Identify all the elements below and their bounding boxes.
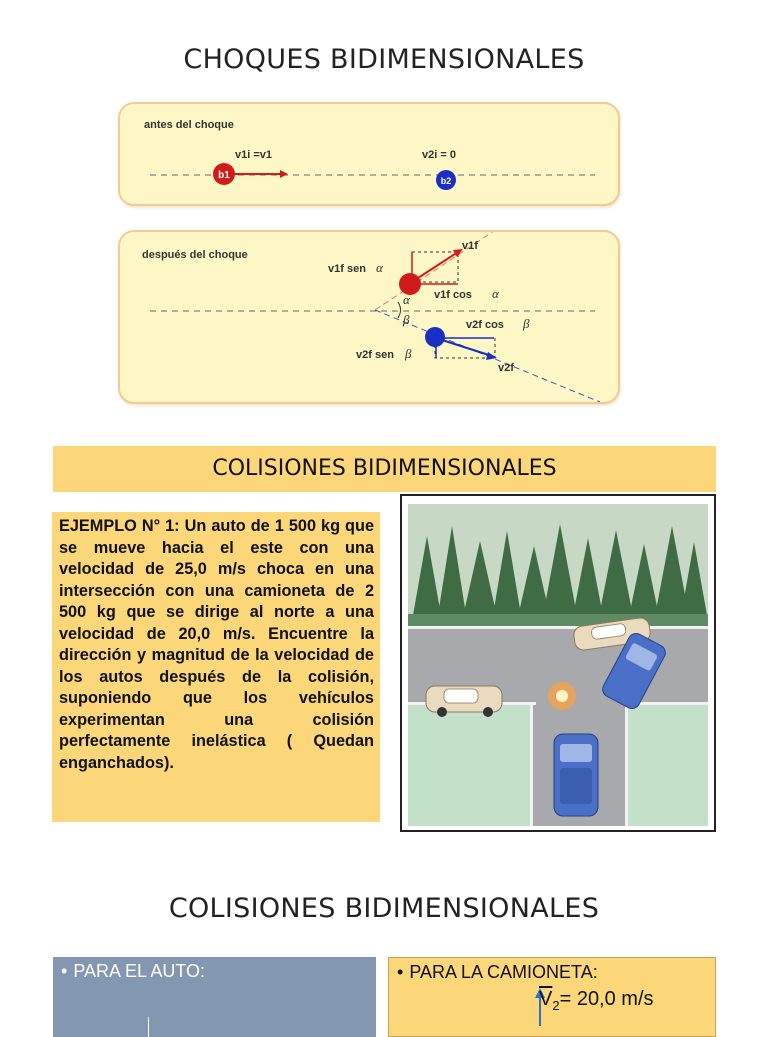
v2-subscript: 2 [552, 998, 560, 1013]
bullet: • [397, 962, 404, 982]
bullet: • [61, 961, 68, 981]
beta-symbol: β [523, 316, 530, 331]
v1f-label: v1f [462, 240, 478, 252]
ball-b2-label: b2 [440, 176, 452, 186]
box-camioneta-label: PARA LA CAMIONETA: [409, 962, 598, 982]
alpha-symbol: α [492, 286, 499, 301]
slide-title-choques: CHOQUES BIDIMENSIONALES [183, 44, 585, 75]
alpha-angle: α [403, 292, 410, 307]
after-collision-panel [118, 230, 620, 404]
slide-title-colisiones: COLISIONES BIDIMENSIONALES [168, 893, 600, 924]
v1f-cos-label: v1f cos [434, 289, 472, 301]
ball-b2-after [425, 327, 445, 347]
before-collision-panel [118, 102, 620, 206]
v2f-cos-label: v2f cos [466, 319, 504, 331]
road-edge-vertical-right [625, 705, 628, 826]
before-collision-diagram [120, 104, 618, 204]
v2f-label: v2f [498, 362, 514, 374]
box-para-el-auto [53, 957, 376, 1037]
before-caption: antes del choque [144, 119, 234, 131]
beige-car-left [426, 686, 502, 717]
v1-label: v1i =v1 [235, 149, 273, 161]
box-para-la-camioneta [388, 957, 716, 1037]
road-edge-vertical-left [530, 705, 533, 826]
after-caption: después del choque [142, 249, 248, 261]
v2f-sen-label: v2f sen [356, 349, 394, 361]
v1-arrowhead [280, 170, 288, 178]
v2-value-label [539, 988, 654, 1013]
beta-symbol: β [405, 346, 412, 361]
example-problem-text: EJEMPLO N° 1: Un auto de 1 500 kg que se mueve hacia el este con una velocidad de 25,0 m/s choca en una intersección con una camioneta de 2 500 kg que se dirige al norte a una velocidad de 20,0 m/s. Encuentre la dirección y magnitud de la velocidad de los autos después de la colisión, suponiendo que los vehículos experimentan una colisión perfectamente inelástica ( Quedan enganchados). [59, 517, 374, 772]
v2-value: = 20,0 m/s [559, 988, 654, 1010]
section-banner: COLISIONES BIDIMENSIONALES [53, 446, 716, 492]
v2f-arrow [442, 340, 492, 356]
v2-label: v2i = 0 [422, 149, 456, 161]
v1f-sen-label: v1f sen [328, 263, 366, 275]
box-auto-label: PARA EL AUTO: [73, 961, 206, 981]
intersection-illustration [400, 494, 716, 832]
ball-b1-label: b1 [218, 170, 230, 181]
v1f-arrow [418, 252, 458, 278]
alpha-symbol: α [376, 260, 383, 275]
grass-left [408, 705, 530, 826]
crash-flash-center [556, 690, 568, 702]
auto-vector-stub [148, 1017, 149, 1037]
grass-strip [408, 614, 708, 626]
v2-symbol: $\overline{V}$ [539, 988, 553, 1010]
intersection-scene [402, 496, 714, 830]
blue-truck-bottom [554, 734, 598, 816]
after-collision-diagram [120, 232, 618, 402]
angle-arc [398, 302, 401, 318]
beta-angle: β [403, 312, 410, 327]
example-box [52, 512, 380, 822]
road-edge-top [408, 626, 708, 629]
grass-right [628, 705, 708, 826]
